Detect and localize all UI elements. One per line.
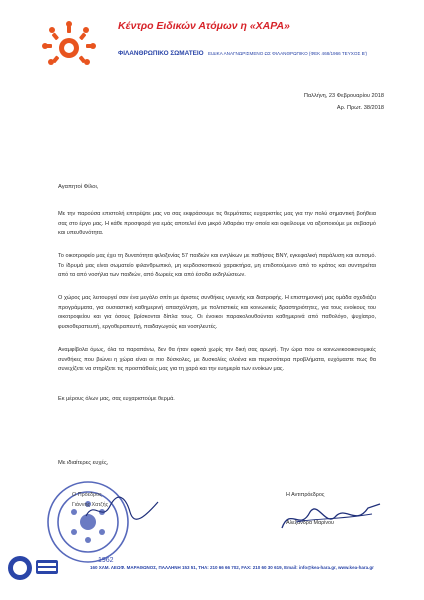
paragraph: Εκ μέρους όλων μας, σας ευχαριστούμε θερμά. xyxy=(58,396,175,402)
sun-figures-logo-icon xyxy=(30,14,108,72)
handwritten-signature-icon xyxy=(276,498,386,538)
letter-meta xyxy=(304,90,384,114)
organization-registration: ΕΙΔΙΚΑ ΑΝΑΓΝΩΡΙΣΜΕΝΟ ΩΣ ΦΙΛΑΝΘΡΩΠΙΚΟ (ΦΕΚ 468/1966 ΤΕΥΧΟΣ Β') xyxy=(208,51,368,56)
paragraph: Με την παρούσα επιστολή επιτρέψτε μας να σας εκφράσουμε τις θερμότατες ευχαριστίες μας για την πολύ σημαντική βοήθεια σας στο έργο μας. Η κάθε προσφορά για εμάς αποτελεί ένα μικρό λιθαράκι την οποία και οφείλουμε να αξιοποιούμε με σεβασμό και υπευθυνότητα. xyxy=(58,211,376,237)
right-name: Αλεξάνδρα Μαρίνου xyxy=(286,520,334,526)
handwritten-signature-icon xyxy=(82,494,162,524)
paragraph: Αναμφίβολα όμως, όλα τα παραπάνω, δεν θα ήταν εφικτά χωρίς την δική σας αρωγή. Την ώρα που οι κοινωνικοοικονομικές συνθήκες που βιώνει η χώρα είναι οι πιο δύσκολες, με δυσκολίες ολοένα και περισσότερα προβλήματα, ευχόμαστε πως θα συνεχίζετε να στηρίζετε τις προσπάθειές μας για τη χαρά και την ευημερία των ενοίκων μας. xyxy=(58,347,376,373)
closing: Με ιδιαίτερες ευχές, xyxy=(58,460,109,466)
organization-type: ΦΙΛΑΝΘΡΩΠΙΚΟ ΣΩΜΑΤΕΙΟ xyxy=(118,50,204,57)
paragraph: Το οικοτροφείο μας έχει τη δυνατότητα φιλοξενίας 57 παιδιών και ενηλίκων με παθήσεις ΒΝΥ, εγκεφαλική παράλυση και αυτισμό. Το ίδρυμά μας είναι σωματείο φιλανθρωπικό, μη κερδοσκοπικού χαρακτήρα, μη επιδοτούμενο από το κράτος και συντηρείται από τα από νοσήλια των παιδιών, από δωρεές και από έσοδα εκδηλώσεων. xyxy=(58,253,376,279)
protocol-number: Αρ. Πρωτ. 38/2018 xyxy=(336,105,384,111)
left-role: Ο Πρόεδρος xyxy=(72,492,102,498)
place-date: Παλλήνη, 23 Φεβρουαρίου 2018 xyxy=(303,93,384,99)
letterhead xyxy=(0,0,424,80)
footer-address: 160 ΧΛΜ. ΛΕΩΦ. ΜΑΡΑΘΩΝΟΣ, ΠΑΛΛΗΝΗ 153 51, ΤΗΛ: 210 66 66 702, FAX: 210 60 30 619, Email: info@kea-hara.gr, www.kea-hara.gr xyxy=(90,565,374,570)
paragraph: Ο χώρος μας λειτουργεί σαν ένα μεγάλο σπίτι με άριστες συνθήκες υγιεινής και διατροφής. Η επιστημονική μας ομάδα σχεδιάζει προγράμματα, για ουσιαστική καθημερινή απασχόληση, με πολιτιστικές και κοινωνικές δραστηριότητες, για τους ενοίκους του οικοτροφείου και για όσους βρίσκονται δίπλα τους. Οι ένοικοι παρακολουθούνται καθημερινά από παθολόγο, ψυχίατρο, φυσιοθεραπευτή, εργοθεραπευτή, παιδαγωγούς και νοσηλευτές. xyxy=(58,295,376,330)
stamp-year: 1962 xyxy=(98,557,114,564)
right-role: Η Αντιπρόεδρος xyxy=(286,492,325,498)
certification-logos-icon xyxy=(4,550,84,590)
greeting: Αγαπητοί Φίλοι, xyxy=(58,184,99,190)
left-name: Γιάννης Χατζής xyxy=(72,502,109,508)
organization-title: Κέντρο Ειδικών Ατόμων η «ΧΑΡΑ» xyxy=(118,20,290,32)
